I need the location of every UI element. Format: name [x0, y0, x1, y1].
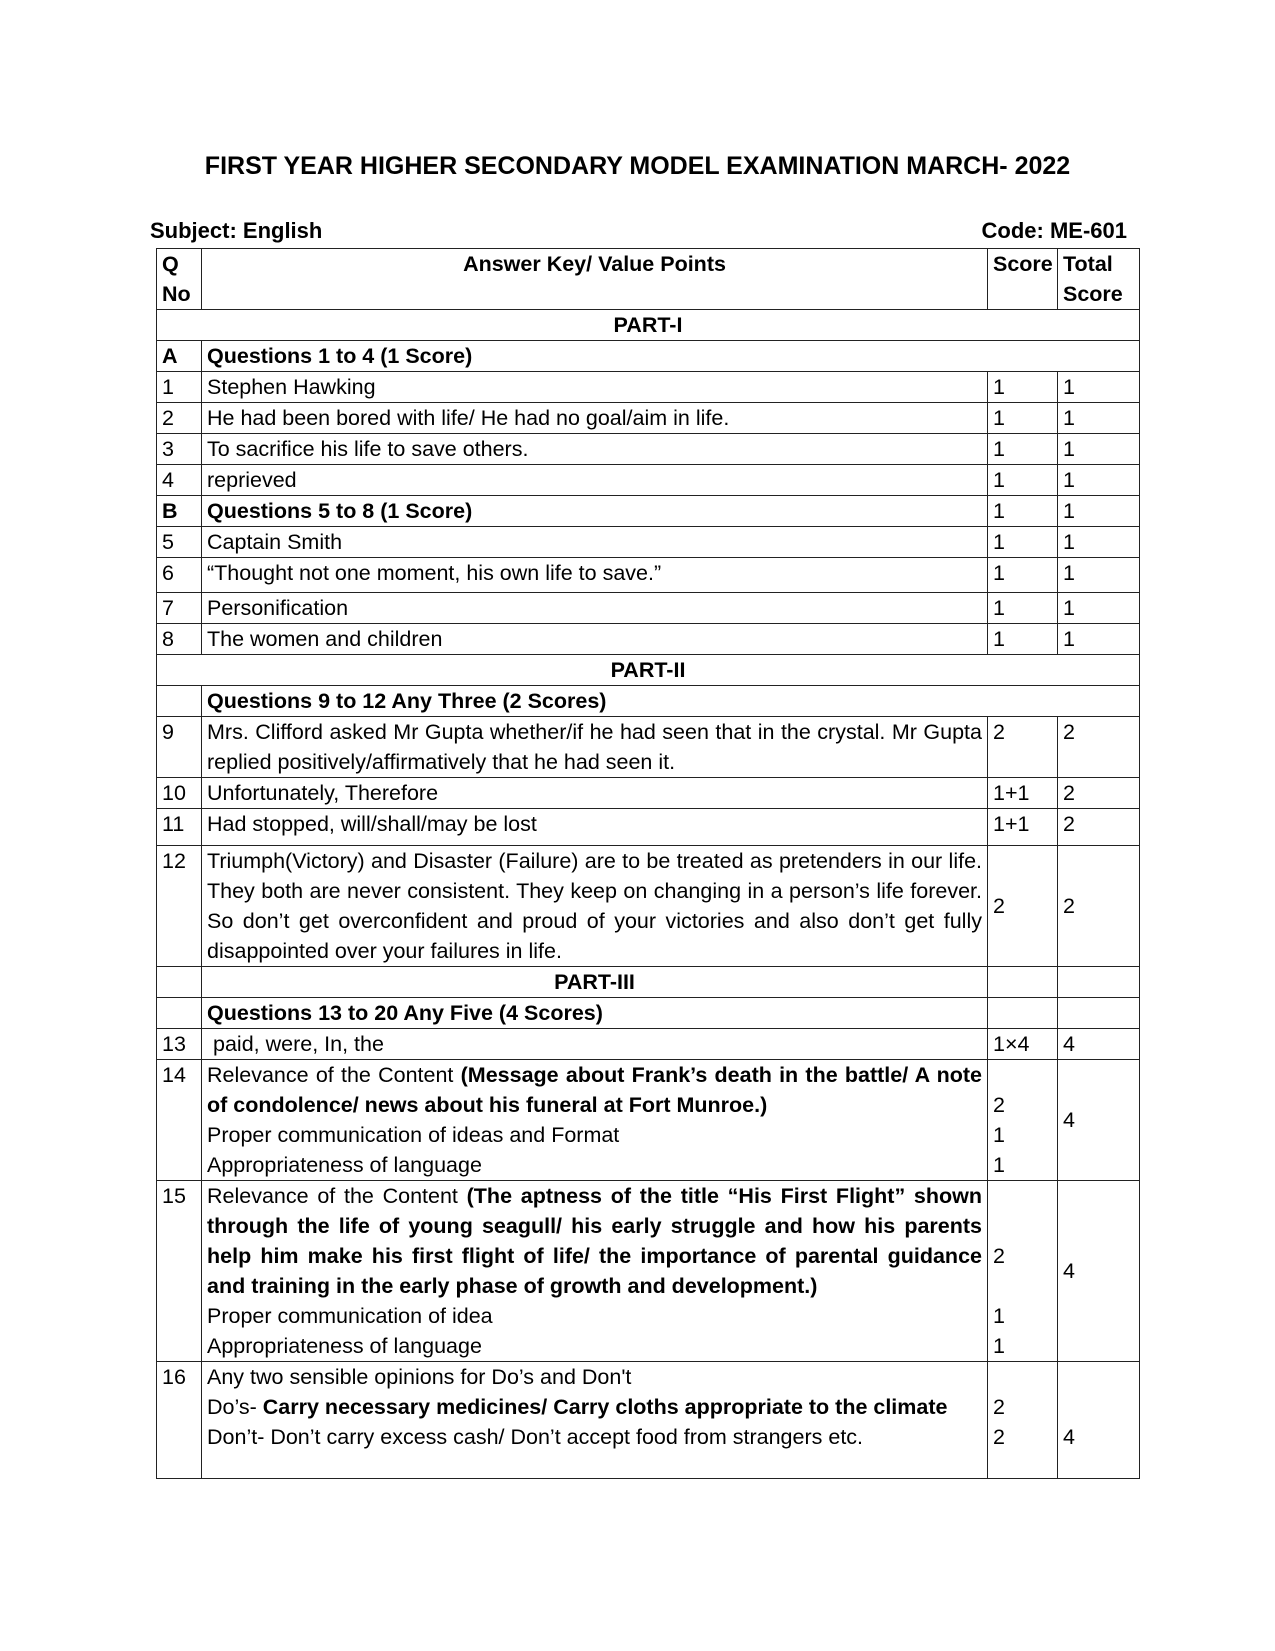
total-cell: 1 — [1058, 593, 1140, 624]
q-number: 5 — [157, 527, 202, 558]
total-cell: 1 — [1058, 558, 1140, 593]
communication-line: Proper communication of ideas and Format — [207, 1123, 620, 1147]
total-cell: 1 — [1058, 434, 1140, 465]
total-cell: 4 — [1058, 1029, 1140, 1060]
score-cell: 1 — [988, 558, 1058, 593]
donts-line: Don’t- Don’t carry excess cash/ Don’t accept food from strangers etc. — [207, 1425, 864, 1449]
answer-text: paid, were, In, the — [202, 1029, 988, 1060]
answer-text: To sacrifice his life to save others. — [202, 434, 988, 465]
answer-text: Personification — [202, 593, 988, 624]
score-cell: 2 — [988, 846, 1058, 967]
score-cell: 1 — [988, 403, 1058, 434]
section-label: A — [157, 341, 202, 372]
communication-line: Proper communication of idea — [207, 1304, 493, 1328]
score-cell: 1 — [988, 593, 1058, 624]
answer-text: Triumph(Victory) and Disaster (Failure) are to be treated as pretenders in our life. They both are never consistent. They keep on changing in a person’s life forever. So don’t get overconfident and proud of your victories and also don’t get fully disappointed over your failures in life. — [202, 846, 988, 967]
part-heading-row — [157, 967, 1140, 998]
table-row — [157, 527, 1140, 558]
header-score: Score — [988, 249, 1058, 310]
answer-text: Unfortunately, Therefore — [202, 778, 988, 809]
empty-cell — [1058, 967, 1140, 998]
table-row — [157, 465, 1140, 496]
table-row — [157, 809, 1140, 846]
total-cell: 1 — [1058, 465, 1140, 496]
table-row — [157, 846, 1140, 967]
total-cell: 4 — [1058, 1181, 1140, 1362]
q-number: 7 — [157, 593, 202, 624]
part-2-title: PART-II — [157, 655, 1140, 686]
answer-text: Mrs. Clifford asked Mr Gupta whether/if he had seen that in the crystal. Mr Gupta replied positively/affirmatively that he had seen it. — [202, 717, 988, 778]
header-row — [157, 249, 1140, 310]
q-number: 15 — [157, 1181, 202, 1362]
total-cell: 1 — [1058, 403, 1140, 434]
table-row — [157, 558, 1140, 593]
total-cell: 2 — [1058, 717, 1140, 778]
header-qno: Q No — [157, 249, 202, 310]
score-cell: 1 — [988, 496, 1058, 527]
table-row — [157, 1060, 1140, 1181]
score-cell: 1+1 — [988, 809, 1058, 846]
section-title: Questions 1 to 4 (1 Score) — [202, 341, 1140, 372]
score-cell: 2 1 1 — [988, 1181, 1058, 1362]
table-row — [157, 624, 1140, 655]
q-number: 8 — [157, 624, 202, 655]
content-line: Relevance of the Content (The aptness of the title “His First Flight” shown through the life of young seagull/ his early struggle and how his parents help him make his first flight of life/ the importance of parental guidance and training in the early phase of growth and development.) — [207, 1184, 982, 1298]
score-cell: 2 — [988, 717, 1058, 778]
part-heading-row — [157, 310, 1140, 341]
total-cell: 4 — [1058, 1060, 1140, 1181]
empty-cell — [157, 686, 202, 717]
opinion-line: Any two sensible opinions for Do’s and Don't — [207, 1365, 632, 1389]
dos-line: Do’s- Carry necessary medicines/ Carry cloths appropriate to the climate — [207, 1395, 948, 1419]
table-row — [157, 1029, 1140, 1060]
section-title: Questions 13 to 20 Any Five (4 Scores) — [202, 998, 988, 1029]
total-cell: 1 — [1058, 372, 1140, 403]
table-row — [157, 372, 1140, 403]
section-row — [157, 341, 1140, 372]
score-cell: 1 — [988, 372, 1058, 403]
score-cell: 1 — [988, 624, 1058, 655]
total-cell: 2 — [1058, 778, 1140, 809]
answer-text — [202, 1362, 988, 1479]
empty-cell — [157, 998, 202, 1029]
language-line: Appropriateness of language — [207, 1334, 482, 1358]
answer-text: He had been bored with life/ He had no goal/aim in life. — [202, 403, 988, 434]
answer-text: Stephen Hawking — [202, 372, 988, 403]
header-answer: Answer Key/ Value Points — [202, 249, 988, 310]
part-1-title: PART-I — [157, 310, 1140, 341]
total-cell: 2 — [1058, 809, 1140, 846]
score-cell: 2 1 1 — [988, 1060, 1058, 1181]
section-row — [157, 998, 1140, 1029]
score-cell: 1 — [988, 465, 1058, 496]
empty-cell — [988, 998, 1058, 1029]
part-3-title: PART-III — [202, 967, 988, 998]
language-line: Appropriateness of language — [207, 1153, 482, 1177]
code-label: Code: ME-601 — [981, 218, 1127, 243]
answer-text: The women and children — [202, 624, 988, 655]
q-number: 4 — [157, 465, 202, 496]
answer-text — [202, 1060, 988, 1181]
total-cell: 2 — [1058, 846, 1140, 967]
score-cell: 2 2 — [988, 1362, 1058, 1479]
answer-key-table — [156, 248, 1140, 1479]
answer-text: Captain Smith — [202, 527, 988, 558]
q-number: 11 — [157, 809, 202, 846]
answer-text — [202, 1181, 988, 1362]
score-cell: 1×4 — [988, 1029, 1058, 1060]
table-row — [157, 717, 1140, 778]
q-number: 13 — [157, 1029, 202, 1060]
q-number: 2 — [157, 403, 202, 434]
content-line: Relevance of the Content (Message about Frank’s death in the battle/ A note of condolence/ news about his funeral at Fort Munroe.) — [207, 1063, 982, 1117]
answer-text: “Thought not one moment, his own life to save.” — [202, 558, 988, 593]
score-cell: 1+1 — [988, 778, 1058, 809]
table-row — [157, 1181, 1140, 1362]
total-cell: 1 — [1058, 527, 1140, 558]
section-row — [157, 496, 1140, 527]
section-row — [157, 686, 1140, 717]
score-cell: 1 — [988, 527, 1058, 558]
table-row — [157, 1362, 1140, 1479]
score-cell: 1 — [988, 434, 1058, 465]
q-number: 6 — [157, 558, 202, 593]
empty-cell — [157, 967, 202, 998]
answer-text: Had stopped, will/shall/may be lost — [202, 809, 988, 846]
section-title: Questions 5 to 8 (1 Score) — [202, 496, 988, 527]
table-row — [157, 593, 1140, 624]
exam-title: FIRST YEAR HIGHER SECONDARY MODEL EXAMINATION MARCH- 2022 — [204, 152, 1071, 180]
q-number: 9 — [157, 717, 202, 778]
q-number: 14 — [157, 1060, 202, 1181]
empty-cell — [1058, 998, 1140, 1029]
part-heading-row — [157, 655, 1140, 686]
section-label: B — [157, 496, 202, 527]
q-number: 1 — [157, 372, 202, 403]
table-row — [157, 434, 1140, 465]
total-cell: 1 — [1058, 496, 1140, 527]
table-row — [157, 403, 1140, 434]
total-cell: 4 — [1058, 1362, 1140, 1479]
total-cell: 1 — [1058, 624, 1140, 655]
table-row — [157, 778, 1140, 809]
q-number: 16 — [157, 1362, 202, 1479]
subject-label: Subject: English — [150, 218, 323, 243]
q-number: 12 — [157, 846, 202, 967]
section-title: Questions 9 to 12 Any Three (2 Scores) — [202, 686, 1140, 717]
q-number: 10 — [157, 778, 202, 809]
header-total: Total Score — [1058, 249, 1140, 310]
q-number: 3 — [157, 434, 202, 465]
answer-text: reprieved — [202, 465, 988, 496]
empty-cell — [988, 967, 1058, 998]
